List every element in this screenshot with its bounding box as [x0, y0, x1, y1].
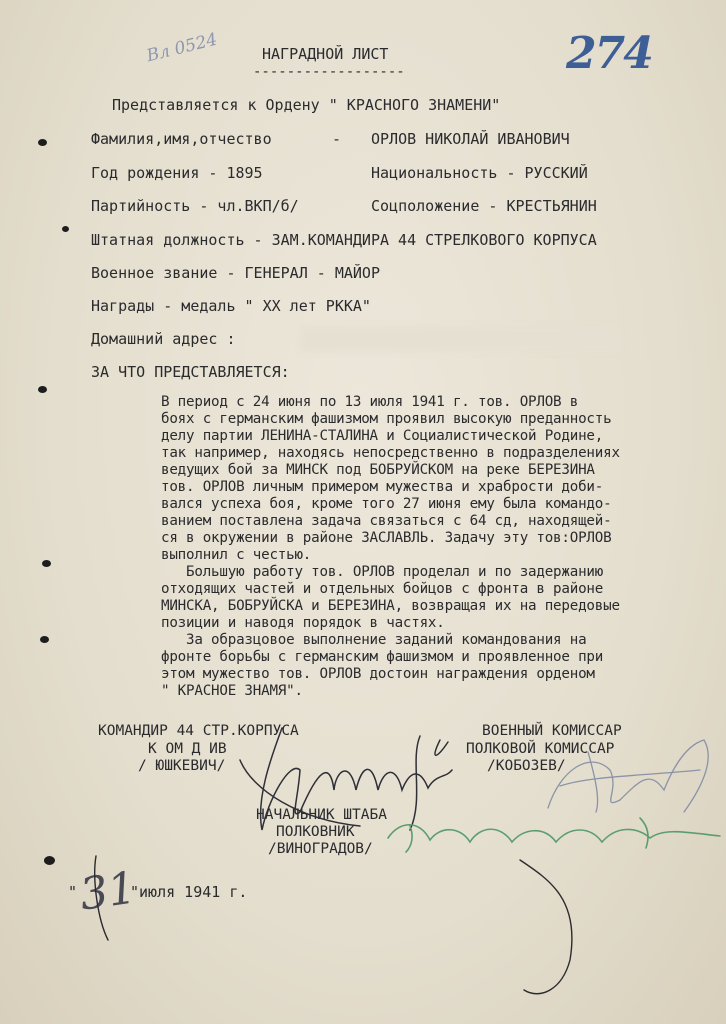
body-line: отходящих частей и отдельных бойцов с фронта в районе	[161, 581, 604, 597]
archive-mark: Вл 0524	[144, 29, 220, 67]
military-rank: Военное звание - ГЕНЕРАЛ - МАЙОР	[91, 264, 380, 282]
body-line: так например, находясь непосредственно в подразделениях	[161, 445, 620, 461]
commissar-rank: ПОЛКОВОЙ КОМИССАР	[466, 741, 615, 757]
chief-of-staff-rank: ПОЛКОВНИК	[276, 824, 355, 840]
chief-signature	[388, 818, 720, 852]
home-address-label: Домашний адрес :	[91, 330, 236, 348]
commissar-name: /КОБОЗЕВ/	[487, 758, 566, 774]
body-line: ся в окружении в районе ЗАСЛАВЛЬ. Задачу эту тов:ОРЛОВ	[161, 530, 612, 546]
social-status: Соцположение - КРЕСТЬЯНИН	[371, 197, 597, 215]
body-line: За образцовое выполнение заданий командования на	[161, 632, 587, 648]
staff-position: Штатная должность - ЗАМ.КОМАНДИРА 44 СТРЕЛКОВОГО КОРПУСА	[91, 231, 597, 249]
body-line: вался успеха боя, кроме того 27 июня ему была командо-	[161, 496, 612, 512]
archive-page-number: 274	[566, 28, 652, 79]
chief-of-staff-name: /ВИНОГРАДОВ/	[268, 841, 373, 857]
body-line: ведущих бой за МИНСК под БОБРУЙСКОМ на реке БЕРЕЗИНА	[161, 462, 595, 478]
nationality: Национальность - РУССКИЙ	[371, 164, 588, 182]
title-underline: ------------------	[253, 64, 405, 80]
date-month-year: "июля 1941 г.	[130, 883, 248, 901]
nomination-line: Представляется к Ордену " КРАСНОГО ЗНАМЕНИ"	[112, 96, 501, 114]
party-membership: Партийность - чл.ВКП/б/	[91, 197, 299, 215]
chief-of-staff-title: НАЧАЛЬНИК ШТАБА	[256, 807, 387, 823]
body-line: фронте борьбы с германским фашизмом и проявленное при	[161, 649, 604, 665]
body-line: позиции и наводя порядок в частях.	[161, 615, 445, 631]
body-line: боях с германским фашизмом проявил высокую преданность	[161, 411, 612, 427]
date-quote: "	[68, 883, 78, 901]
commissar-signature	[548, 740, 708, 812]
document-title: НАГРАДНОЙ ЛИСТ	[262, 45, 389, 63]
name-value: ОРЛОВ НИКОЛАЙ ИВАНОВИЧ	[371, 130, 570, 148]
ink-flourish	[95, 740, 572, 994]
name-label: Фамилия,имя,отчество	[91, 130, 272, 148]
commander-signature	[240, 728, 452, 830]
body-line: В период с 24 июня по 13 июля 1941 г. тов. ОРЛОВ в	[161, 394, 579, 410]
section-heading: ЗА ЧТО ПРЕДСТАВЛЯЕТСЯ:	[91, 363, 290, 381]
commissar-title: ВОЕННЫЙ КОМИССАР	[482, 723, 622, 739]
body-line: ванием поставлена задача связаться с 64 сд, находящей-	[161, 513, 612, 529]
body-line: тов. ОРЛОВ личным примером мужества и храбрости доби-	[161, 479, 604, 495]
name-dash: -	[332, 130, 342, 148]
body-line: делу партии ЛЕНИНА-СТАЛИНА и Социалистической Родине,	[161, 428, 604, 444]
commander-abbr: К ОМ Д ИВ	[148, 741, 227, 757]
birth-year: Год рождения - 1895	[91, 164, 263, 182]
body-line: выполнил с честью.	[161, 547, 312, 563]
body-line: " КРАСНОЕ ЗНАМЯ".	[161, 683, 303, 699]
commander-title: КОМАНДИР 44 СТР.КОРПУСА	[98, 723, 299, 739]
body-line: МИНСКА, БОБРУЙСКА и БЕРЕЗИНА, возвращая их на передовые	[161, 598, 620, 614]
body-line: этом мужество тов. ОРЛОВ достоин награждения орденом	[161, 666, 595, 682]
body-line: Большую работу тов. ОРЛОВ проделал и по задержанию	[161, 564, 604, 580]
date-day-handwritten: 31	[76, 862, 140, 921]
commander-name: / ЮШКЕВИЧ/	[138, 758, 226, 774]
previous-awards: Награды - медаль " XX лет РККА"	[91, 297, 371, 315]
